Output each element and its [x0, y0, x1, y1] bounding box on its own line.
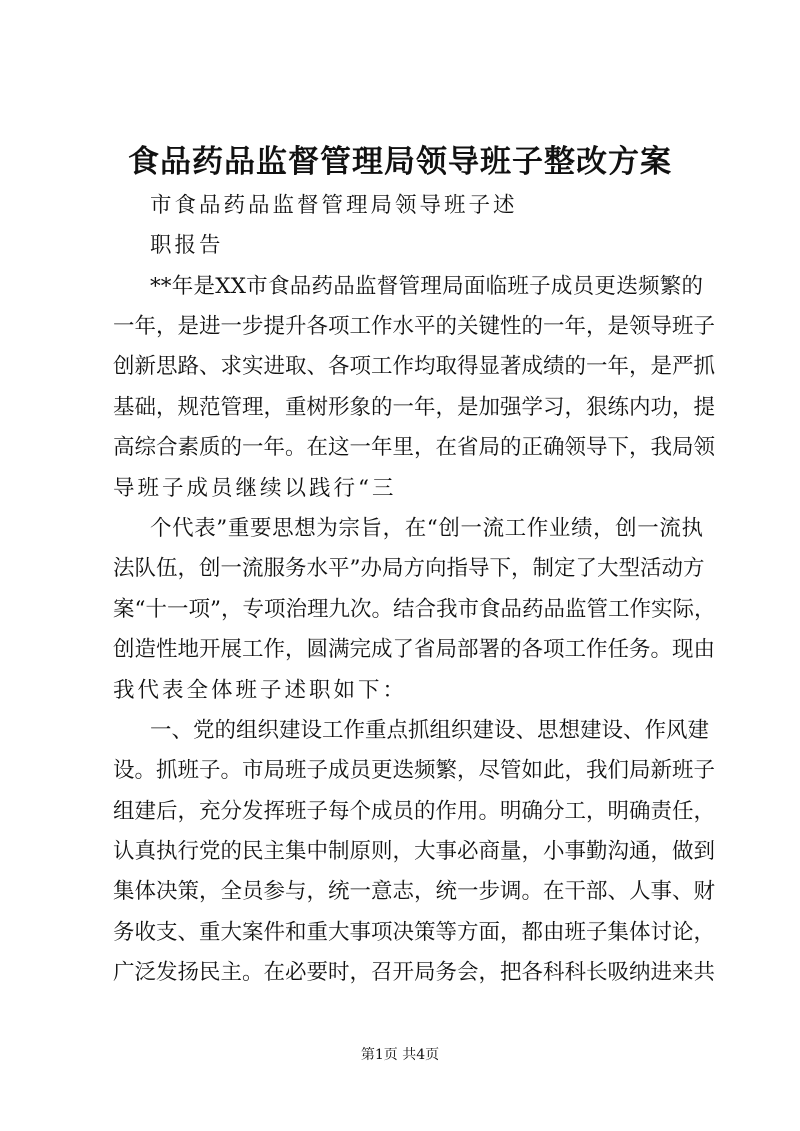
- body-line: 高综合素质的一年。在这一年里，在省局的正确领导下，我局领: [113, 435, 716, 460]
- body-line: 设。抓班子。市局班子成员更迭频繁，尽管如此，我们局新班子: [113, 758, 716, 783]
- body-line: 基础，规范管理，重树形象的一年，是加强学习，狠练内功，提: [113, 395, 716, 420]
- body-line: 案“十一项”，专项治理九次。结合我市食品药品监管工作实际，: [113, 597, 716, 622]
- body-line: 一年，是进一步提升各项工作水平的关键性的一年，是领导班子: [113, 314, 716, 339]
- document-title: 食品药品监督管理局领导班子整改方案: [128, 144, 672, 180]
- body-line: 务收支、重大案件和重大事项决策等方面，都由班子集体讨论，: [113, 920, 716, 945]
- body-line: **年是XX市食品药品监督管理局面临班子成员更迭频繁的: [150, 274, 703, 299]
- body-line: 集体决策，全员参与，统一意志，统一步调。在干部、人事、财: [113, 879, 716, 904]
- body-line: 组建后，充分发挥班子每个成员的作用。明确分工，明确责任，: [113, 799, 716, 824]
- body-line: 法队伍，创一流服务水平”办局方向指导下，制定了大型活动方: [113, 556, 705, 581]
- body-line: 一、党的组织建设工作重点抓组织建设、思想建设、作风建: [150, 718, 710, 743]
- body-line: 导班子成员继续以践行“三: [113, 476, 397, 501]
- body-line: 职报告: [150, 233, 224, 258]
- page-number: 第1页 共4页: [360, 1047, 440, 1063]
- body-line: 创造性地开展工作，圆满完成了省局部署的各项工作任务。现由: [113, 637, 716, 662]
- body-line: 广泛发扬民主。在必要时，召开局务会，把各科科长吸纳进来共: [113, 960, 716, 985]
- body-line: 个代表”重要思想为宗旨，在“创一流工作业绩，创一流执: [150, 516, 703, 541]
- body-line: 市食品药品监督管理局领导班子述: [150, 193, 518, 218]
- body-line: 认真执行党的民主集中制原则，大事必商量，小事勤沟通，做到: [113, 839, 716, 864]
- body-line: 创新思路、求实进取、各项工作均取得显著成绩的一年，是严抓: [113, 354, 716, 379]
- body-line: 我代表全体班子述职如下：: [113, 678, 408, 703]
